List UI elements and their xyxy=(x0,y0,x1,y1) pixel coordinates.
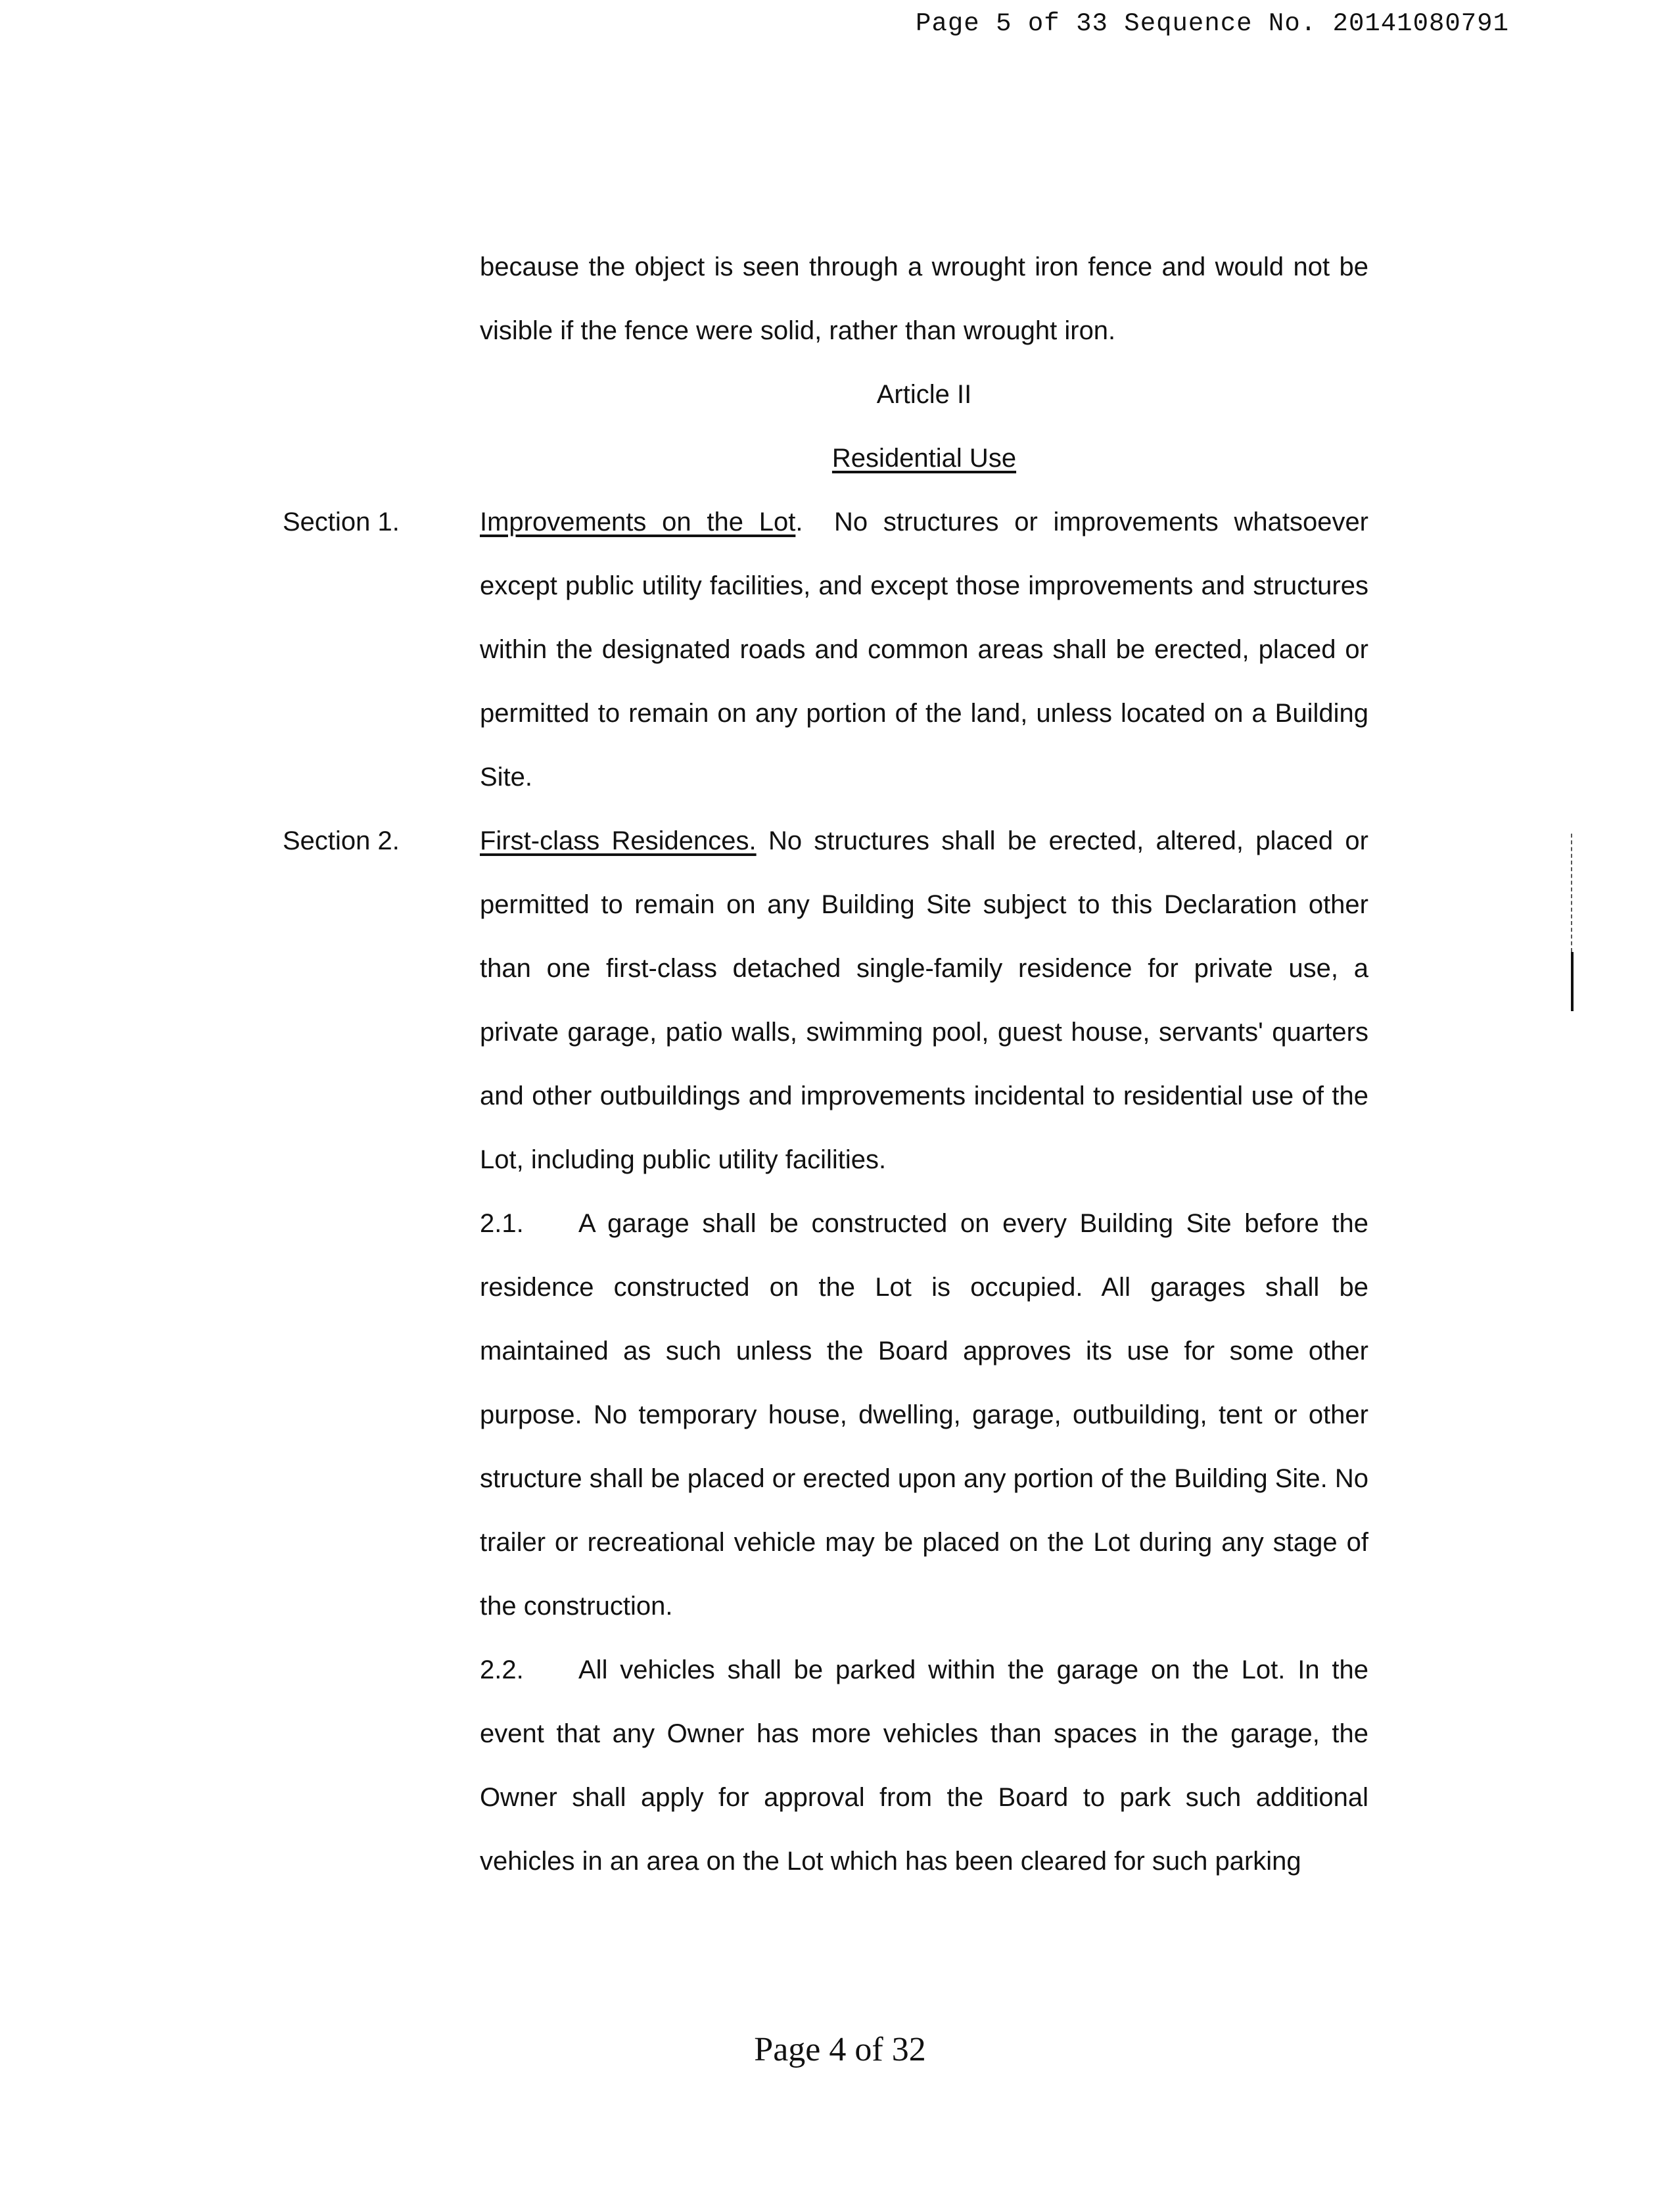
section-1-text: No structures or improvements whatsoever except public utility facilities, and except those improvements and structures within the designated roads and common areas shall be erected, placed or permitted to remain on any portion of the land, unless located on a Building Site. xyxy=(480,508,1369,792)
section-2-text: No structures shall be erected, altered, placed or permitted to remain on any Building Site subject to this Declaration other than one first-class detached single-family residence for private use, a private garage, patio walls, swimming pool, guest house, servants' quarters and other outbuildings and improvements incidental to residential use of the Lot, including public utility facilities. xyxy=(480,826,1368,1174)
subsection-2-1-number: 2.1. xyxy=(480,1209,524,1238)
page-number: Page 4 of 32 xyxy=(754,2031,926,2068)
continuation-text: because the object is seen through a wrought iron fence and would not be visible if the fence were solid, rather than wrought iron. xyxy=(480,252,1368,345)
section-1-label: Section 1. xyxy=(283,508,400,536)
recording-stamp: Page 5 of 33 Sequence No. 20141080791 xyxy=(916,9,1509,38)
subsection-2-1 xyxy=(480,1192,1368,1638)
revision-bar-dashed xyxy=(1571,834,1574,952)
subsection-2-2-number: 2.2. xyxy=(480,1655,524,1684)
section-2-paragraph xyxy=(480,809,1368,1192)
revision-bar-solid xyxy=(1571,952,1574,1011)
subsection-2-1-text: A garage shall be constructed on every Building Site before the residence constructed on the Lot is occupied. All garages shall be maintained as such unless the Board approves its use for some other purpose. No temporary house, dwelling, garage, outbuilding, tent or other structure shall be placed or erected upon any portion of the Building Site. No trailer or recreational vehicle may be placed on the Lot during any stage of the construction. xyxy=(480,1209,1368,1621)
section-2 xyxy=(480,809,1368,1893)
section-2-label: Section 2. xyxy=(283,826,400,855)
subsection-2-2 xyxy=(480,1638,1368,1893)
article-number: Article II xyxy=(876,380,972,409)
section-1-paragraph xyxy=(480,490,1368,809)
continuation-paragraph xyxy=(480,235,1368,363)
article-heading xyxy=(480,363,1368,490)
section-2-title: First-class Residences. xyxy=(480,826,757,855)
article-title-wrap xyxy=(480,427,1368,490)
section-1-title-suffix: . xyxy=(795,508,803,536)
article-title: Residential Use xyxy=(831,444,1017,473)
section-1-title: Improvements on the Lot xyxy=(480,508,796,536)
subsection-2-2-text: All vehicles shall be parked within the garage on the Lot. In the event that any Owner has more vehicles than spaces in the garage, the Owner shall apply for approval from the Board to park such additional vehicles in an area on the Lot which has been cleared for such parking xyxy=(480,1655,1368,1876)
section-1 xyxy=(480,490,1368,809)
